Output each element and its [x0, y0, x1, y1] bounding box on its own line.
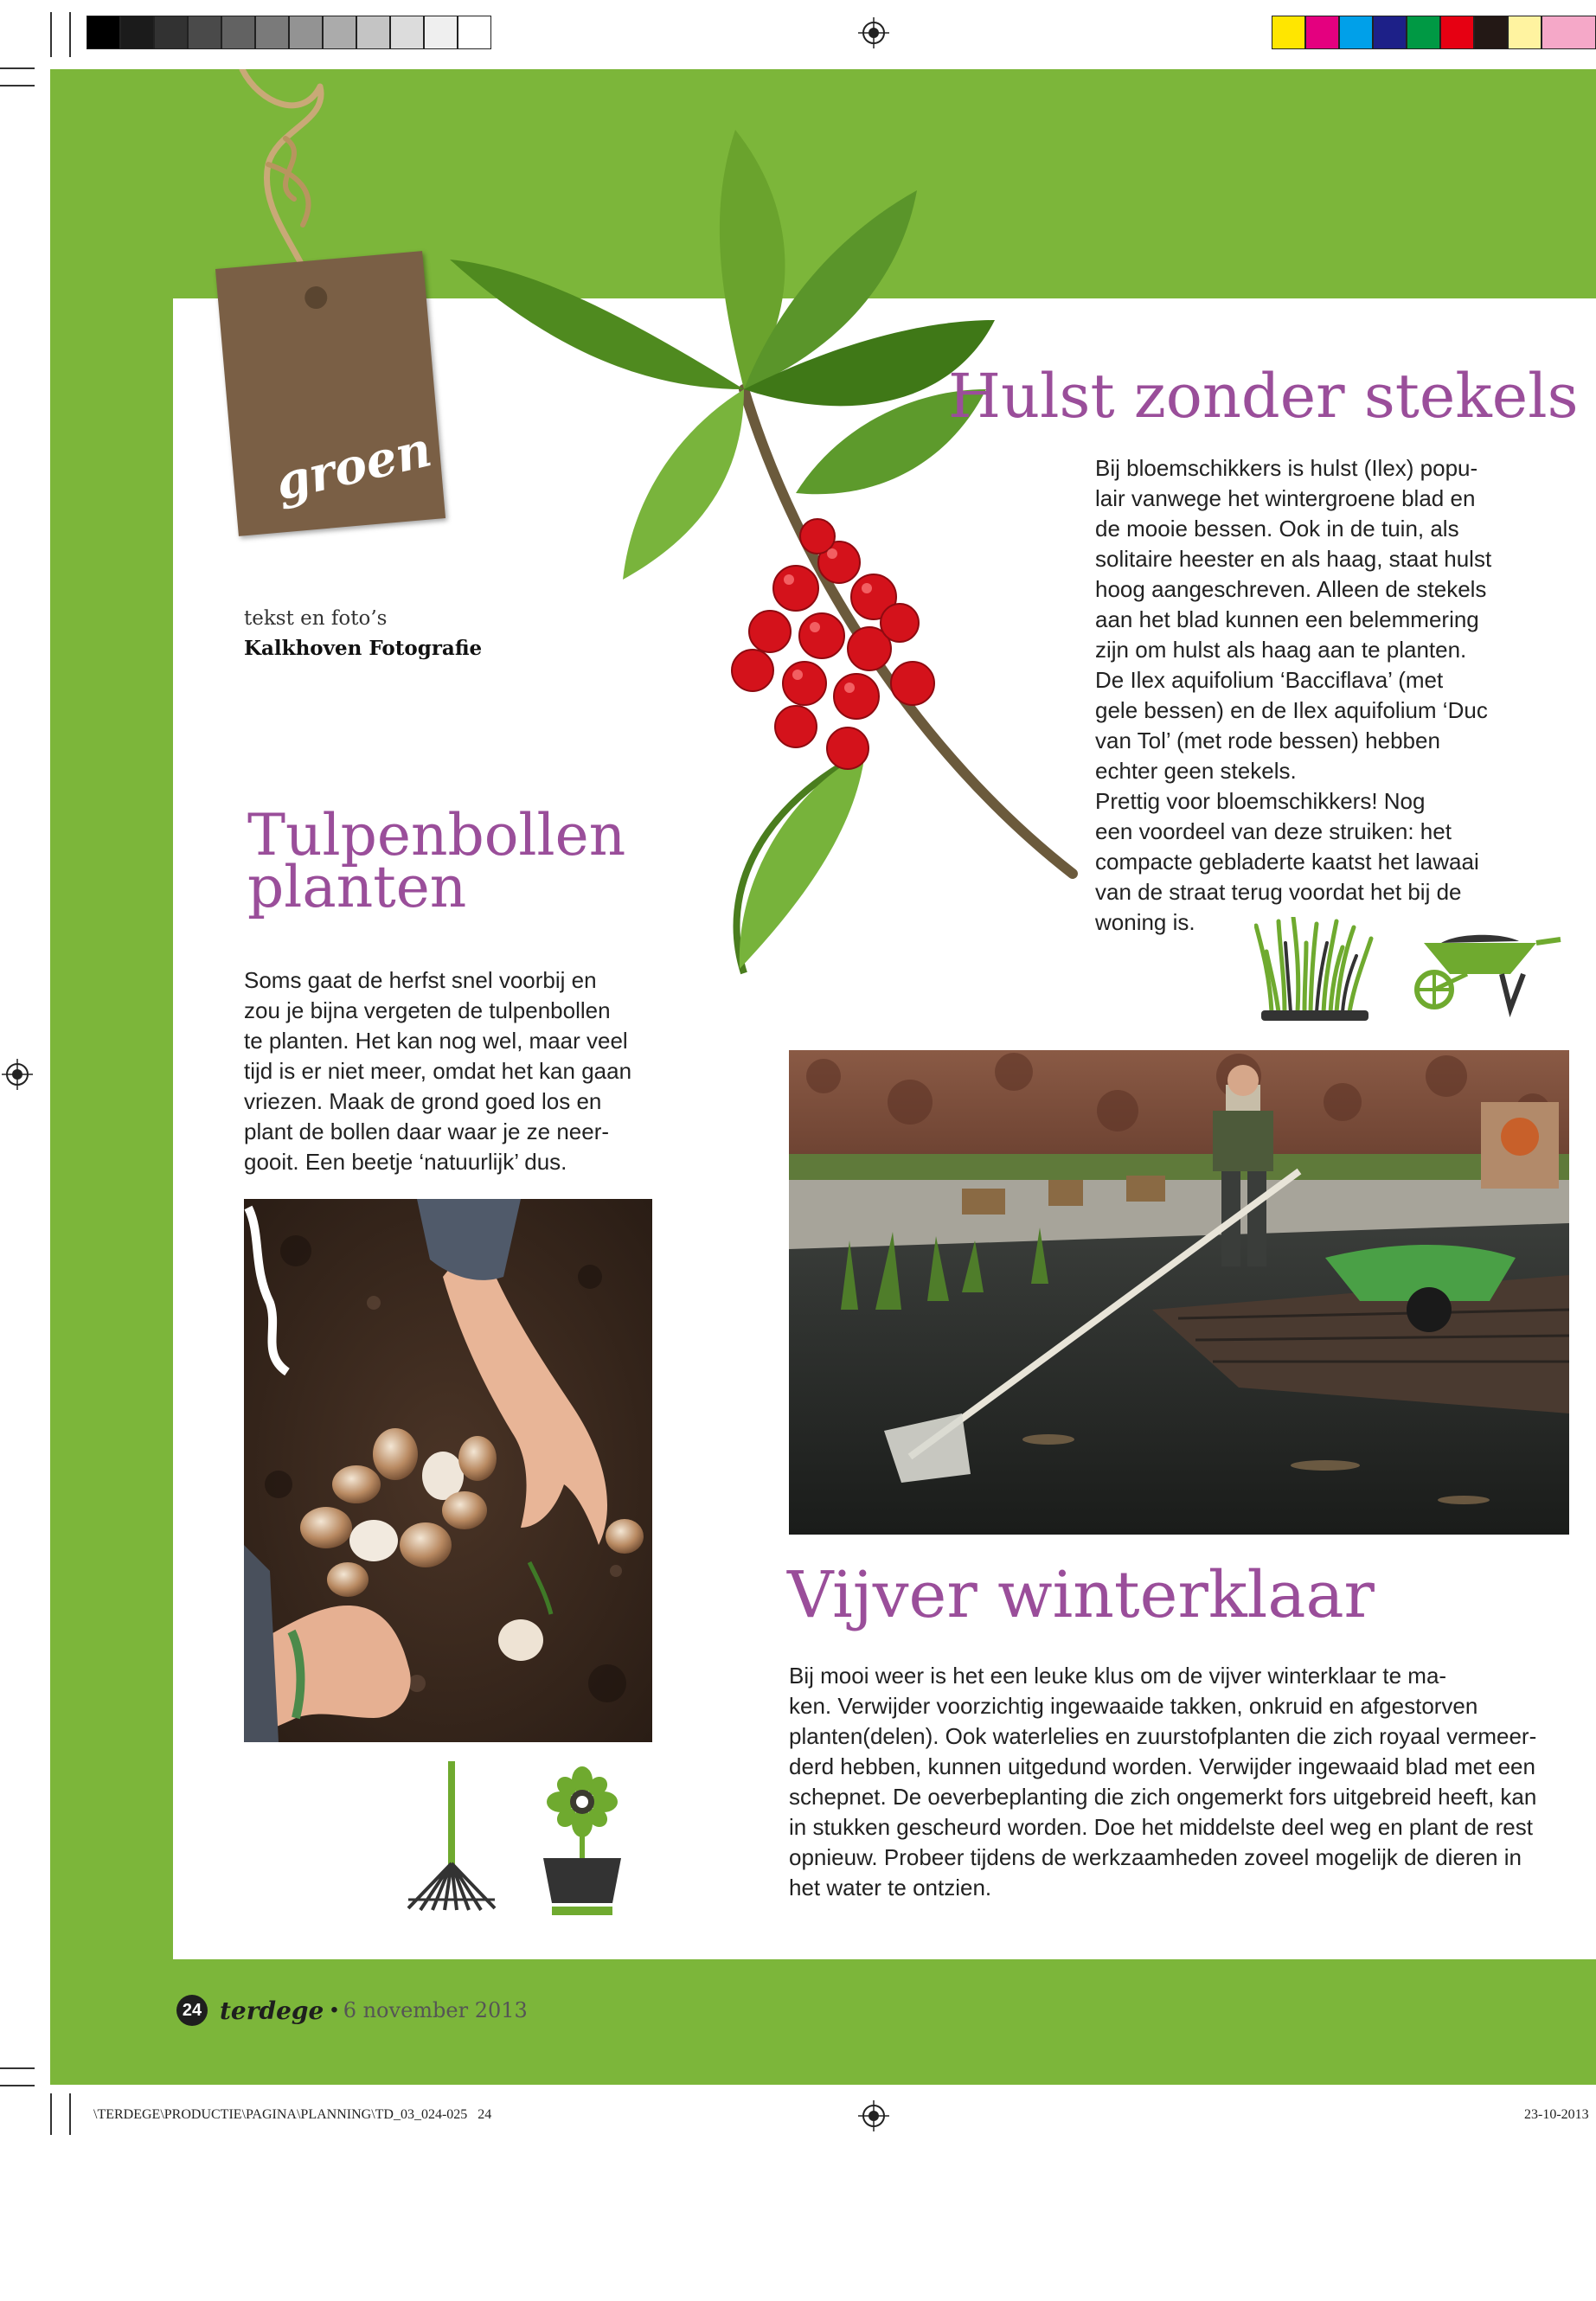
credits-line: tekst en foto’s	[244, 607, 388, 630]
hulst-text-line: Bij bloemschikkers is hulst (Ilex) popu-	[1095, 455, 1478, 481]
gray-swatch	[188, 16, 221, 49]
hulst-text-line: echter geen stekels.	[1095, 758, 1297, 784]
gray-swatch	[120, 16, 154, 49]
vijver-text-line: derd hebben, kunnen uitgedund worden. Verwijder ingewaaid blad met een	[789, 1753, 1535, 1779]
hulst-text-line: Prettig voor bloemschikkers! Nog	[1095, 788, 1426, 814]
pond-photo	[789, 1050, 1569, 1535]
gray-swatch	[356, 16, 390, 49]
tulpen-text-line: te planten. Het kan nog wel, maar veel	[244, 1028, 628, 1054]
tulpen-text-line: vriezen. Maak de grond goed los en	[244, 1088, 602, 1114]
registration-mark-icon	[2, 1059, 33, 1090]
gray-swatch	[323, 16, 356, 49]
vijver-text-line: planten(delen). Ook waterlelies en zuurstofplanten die zich royaal vermeer-	[789, 1723, 1537, 1749]
hulst-text-line: hoog aangeschreven. Alleen de stekels	[1095, 576, 1487, 602]
wheelbarrow-icon	[1407, 931, 1562, 1017]
vijver-text-line: opnieuw. Probeer tijdens de werkzaamheden zoveel mogelijk de dieren in	[789, 1844, 1522, 1870]
vijver-text-line: ken. Verwijder voorzichtig ingewaaide takken, onkruid en afgestorven	[789, 1693, 1478, 1719]
hulst-text-line: een voordeel van deze struiken: het	[1095, 818, 1452, 844]
footer-bullet: •	[330, 1998, 338, 2022]
tulpen-body	[244, 965, 659, 1177]
crop-mark	[0, 2085, 35, 2086]
tulpen-title-line1: Tulpenbollen	[247, 802, 626, 868]
crop-mark	[50, 12, 52, 57]
registration-mark-icon	[858, 2100, 889, 2131]
tulpen-heading	[247, 802, 626, 920]
vijver-text-line: het water te ontzien.	[789, 1875, 992, 1900]
brand-logo: terdege	[220, 1996, 324, 2025]
color-swatch	[1542, 16, 1596, 49]
vijver-body	[789, 1661, 1576, 1903]
gray-swatch	[424, 16, 458, 49]
credits-photographer: Kalkhoven Fotografie	[244, 637, 483, 660]
slug-date: 23-10-2013	[1524, 2107, 1589, 2122]
color-swatch	[1440, 16, 1474, 49]
gray-swatch	[87, 16, 120, 49]
color-swatch	[1407, 16, 1440, 49]
hulst-text-line: compacte gebladerte kaatst het lawaai	[1095, 849, 1479, 875]
crop-mark	[69, 2093, 71, 2135]
page-footer	[176, 1993, 528, 2028]
hulst-title: Hulst zonder stekels	[948, 361, 1579, 432]
gray-swatch	[154, 16, 188, 49]
crop-mark	[0, 85, 35, 87]
gray-swatch	[255, 16, 289, 49]
crop-mark	[0, 67, 35, 69]
vijver-text-line: in stukken gescheurd worden. Doe het middelste deel weg en plant de rest	[789, 1814, 1533, 1840]
crop-mark	[69, 12, 71, 57]
hulst-text-line: gele bessen) en de Ilex aquifolium ‘Duc	[1095, 697, 1488, 723]
vijver-title: Vijver winterklaar	[787, 1558, 1375, 1632]
tulpen-text-line: zou je bijna vergeten de tulpenbollen	[244, 997, 611, 1023]
rake-icon	[400, 1761, 503, 1915]
tulpen-text-line: Soms gaat de herfst snel voorbij en	[244, 967, 597, 993]
color-swatch	[1508, 16, 1542, 49]
hulst-text-line: lair vanwege het wintergroene blad en	[1095, 485, 1476, 511]
tulpen-text-line: tijd is er niet meer, omdat het kan gaan	[244, 1058, 632, 1084]
tulpen-text-line: gooit. Een beetje ‘natuurlijk’ dus.	[244, 1149, 567, 1175]
label-tag	[215, 251, 445, 536]
tulip-bulbs-photo	[244, 1199, 652, 1742]
page-number-badge: 24	[176, 1995, 208, 2026]
color-swatch	[1305, 16, 1339, 49]
vijver-text-line: schepnet. De oeverbeplanting die zich ongemerkt fors uitgebreid heeft, kan	[789, 1784, 1537, 1810]
gray-swatch	[458, 16, 491, 49]
hulst-text-line: solitaire heester en als haag, staat hulst	[1095, 546, 1492, 572]
tulpen-title-line2: planten	[247, 854, 467, 920]
tag-label: groen	[270, 420, 437, 512]
color-swatch	[1272, 16, 1305, 49]
crop-mark	[0, 2067, 35, 2069]
hulst-text-line: de mooie bessen. Ook in de tuin, als	[1095, 516, 1459, 542]
hulst-text-line: woning is.	[1095, 909, 1195, 935]
hulst-text-line: aan het blad kunnen een belemmering	[1095, 606, 1479, 632]
color-swatch	[1474, 16, 1508, 49]
hulst-body	[1095, 453, 1528, 938]
slug-path: \TERDEGE\PRODUCTIE\PAGINA\PLANNING\TD_03_024-025 24	[93, 2107, 492, 2122]
tulpen-text-line: plant de bollen daar waar je ze neer-	[244, 1118, 610, 1144]
gray-swatch	[221, 16, 255, 49]
vijver-text-line: Bij mooi weer is het een leuke klus om de vijver winterklaar te ma-	[789, 1663, 1447, 1689]
hulst-text-line: De Ilex aquifolium ‘Bacciflava’ (met	[1095, 667, 1444, 693]
color-swatch	[1373, 16, 1407, 49]
hulst-text-line: van Tol’ (met rode bessen) hebben	[1095, 727, 1440, 753]
gray-swatch	[289, 16, 323, 49]
tag-hole	[304, 285, 328, 310]
registration-mark-icon	[858, 17, 889, 48]
issue-date: 6 november 2013	[343, 1998, 528, 2022]
crop-mark	[50, 2093, 52, 2135]
hulst-text-line: van de straat terug voordat het bij de	[1095, 879, 1462, 905]
flower-pot-icon	[535, 1765, 630, 1917]
hulst-text-line: zijn om hulst als haag aan te planten.	[1095, 637, 1467, 663]
color-swatch	[1339, 16, 1373, 49]
gray-swatch	[390, 16, 424, 49]
grass-icon	[1254, 917, 1375, 1026]
